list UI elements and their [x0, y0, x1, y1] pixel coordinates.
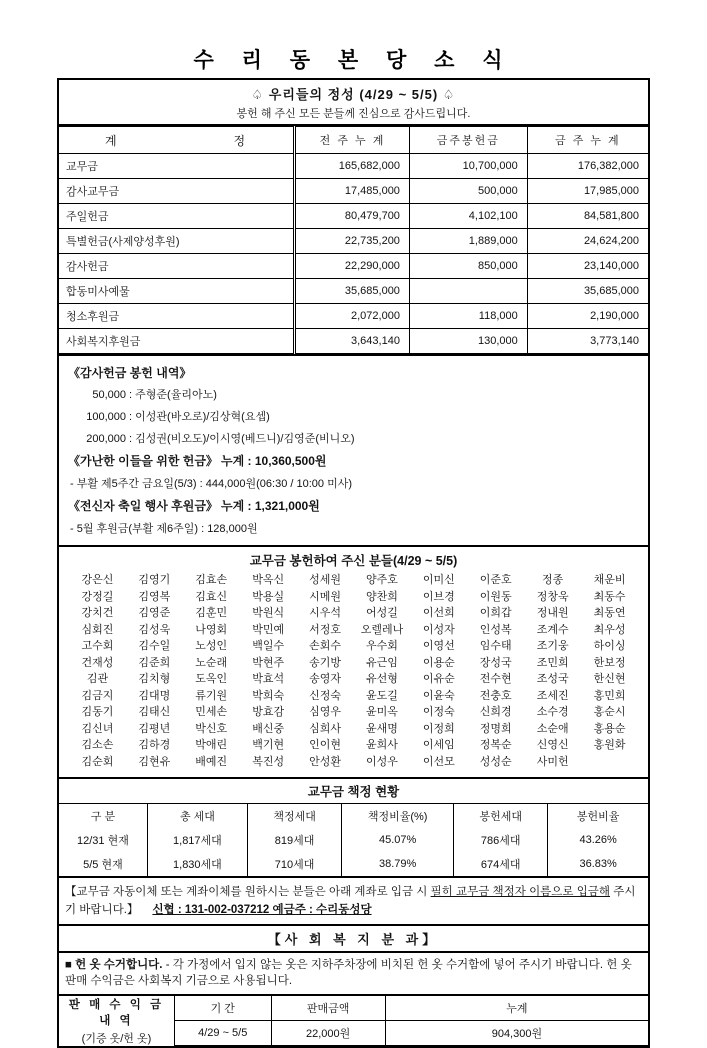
feast-fund-title: 《전신자 축일 행사 후원금》 — [68, 499, 218, 513]
row-name: 사회복지후원금 — [59, 329, 295, 354]
donor-name: 박용실 — [252, 590, 285, 603]
row-week: 130,000 — [409, 329, 527, 354]
donor-name: 정창욱 — [536, 590, 569, 603]
offering-header — [59, 80, 648, 124]
donor-name: 전수현 — [479, 673, 512, 685]
col-gubun: 구 분 — [59, 804, 147, 828]
donor-name: 강정길 — [81, 590, 114, 603]
donor-name: 심회진 — [81, 623, 114, 636]
donor-name: 김성욱 — [138, 623, 171, 636]
row-name: 청소후원금 — [59, 304, 295, 329]
donor-name: 백일수 — [252, 640, 285, 652]
donor-name: 최우성 — [593, 623, 626, 636]
sale-left-cell — [59, 995, 174, 1046]
assessment-header-row — [59, 804, 648, 828]
donor-name: 조기웅 — [536, 640, 569, 652]
offering-title: ♤ 우리들의 정성 (4/29 ~ 5/5) ♤ — [251, 87, 456, 102]
donor-name: 이선희 — [422, 607, 455, 619]
donor-name: 나영회 — [195, 623, 228, 636]
donor-name: 김태신 — [138, 706, 171, 718]
thanks-item — [68, 384, 639, 406]
col-period: 기 간 — [174, 995, 271, 1021]
thanks-item — [68, 406, 639, 428]
row-total: 24,624,200 — [527, 229, 648, 254]
thanks-sep: : — [126, 411, 136, 423]
thanks-item — [68, 428, 639, 450]
col-sale-amount: 판매금액 — [271, 995, 385, 1021]
donors-title: 교무금 봉헌하여 주신 분들(4/29 ~ 5/5) — [249, 554, 458, 568]
donor-name: 김영기 — [138, 574, 171, 586]
donor-name: 신희경 — [479, 706, 512, 718]
feast-fund-detail: - 5월 후원금(부활 제6주일) : 128,000원 — [70, 523, 258, 535]
clothes-notice — [59, 953, 648, 994]
finance-row — [59, 254, 648, 279]
row-week: 500,000 — [409, 179, 527, 204]
donor-name: 박애린 — [195, 739, 228, 751]
donors-grid — [59, 572, 648, 772]
header-account-left: 계 — [105, 133, 117, 148]
donor-name: 조민희 — [536, 656, 569, 669]
clothes-notice-rest: - 각 가정에서 입지 않는 옷은 지하주차장에 비치된 헌 옷 수거함에 넣어 주시기 바랍니다. 헌 옷 판매 수익금은 사회복지 기금으로 사용됩니다. — [65, 958, 632, 987]
donor-name: 김관 — [86, 673, 109, 685]
donor-name: 이정희 — [422, 722, 455, 735]
bank-account-info: 신협 : 131-002-037212 예금주 : 수리동성당 — [152, 903, 372, 916]
donor-name: 유근임 — [366, 656, 398, 669]
col-cumulative: 누계 — [385, 995, 648, 1021]
feast-fund-line — [68, 495, 639, 518]
donors-section — [59, 545, 648, 777]
finance-section — [59, 124, 648, 354]
donor-name: 하이싱 — [593, 640, 626, 652]
donor-name: 박신호 — [195, 722, 228, 735]
transfer-notice — [59, 876, 648, 924]
donor-name: 이선모 — [422, 755, 455, 768]
donor-name: 안성환 — [309, 755, 341, 768]
donor-name: 윤새명 — [366, 722, 398, 735]
donor-name: 최동수 — [593, 590, 626, 603]
finance-header-row — [59, 127, 648, 154]
row-total: 176,382,000 — [527, 154, 648, 179]
notice-text: 【교무금 자동이체 또는 계좌이체를 원하시는 분들은 아래 계좌로 입금 시 — [65, 885, 431, 898]
finance-header-total: 금 주 누 계 — [527, 127, 648, 154]
donor-name: 김소손 — [81, 739, 114, 751]
donor-name: 정명희 — [479, 722, 512, 735]
donor-name: 정내원 — [536, 607, 569, 619]
donor-name: 윤미옥 — [366, 706, 398, 718]
donor-name: 이성우 — [366, 755, 398, 768]
poor-fund-title: 《가난한 이들을 위한 헌금》 — [68, 454, 218, 468]
donor-name: 신영신 — [536, 739, 569, 751]
donor-name: 강은신 — [81, 574, 114, 586]
col-offered: 봉헌세대 — [454, 804, 548, 828]
donor-name: 심희사 — [309, 722, 341, 735]
finance-row — [59, 179, 648, 204]
donor-name: 노순래 — [195, 656, 228, 669]
welfare-title: 【사 회 복 지 분 과】 — [59, 926, 648, 953]
thanks-amount: 100,000 — [86, 411, 126, 423]
poor-fund-detail: - 부활 제5주간 금요일(5/3) : 444,000원(06:30 / 10:00 미사) — [70, 478, 352, 490]
donor-name: 이브경 — [422, 590, 455, 603]
thanks-names: 주형준(율리아노) — [135, 389, 217, 401]
notice-text: 주시기 바랍니다.】 — [65, 885, 636, 916]
donor-name: 인성복 — [479, 623, 512, 636]
assessment-table — [59, 804, 648, 876]
donor-name: 고수회 — [81, 640, 114, 652]
donor-name: 소수경 — [536, 706, 569, 718]
assessment-row — [59, 828, 648, 852]
donor-name: 채운비 — [593, 574, 626, 586]
finance-header-account — [59, 127, 295, 154]
row-name: 감사교무금 — [59, 179, 295, 204]
cell-period: 4/29 ~ 5/5 — [174, 1020, 271, 1046]
donor-name: 성성순 — [479, 755, 512, 768]
donor-name: 김현유 — [138, 755, 171, 768]
donor-name: 심영우 — [309, 706, 341, 718]
donor-name: 인이현 — [309, 739, 341, 751]
row-prev: 22,735,200 — [295, 229, 410, 254]
donor-name: 윤도길 — [366, 689, 398, 702]
donor-name: 홍민희 — [593, 689, 626, 702]
donor-name: 임수태 — [479, 640, 512, 652]
finance-row — [59, 154, 648, 179]
notice-underlined-text: 필히 교무금 책정자 이름으로 입금해 — [430, 885, 611, 898]
donor-name: 홍원화 — [593, 739, 626, 751]
donor-name: 시우석 — [309, 607, 341, 619]
row-name: 교무금 — [59, 154, 295, 179]
thanks-sep: : — [126, 433, 136, 445]
col-total-households: 총 세대 — [147, 804, 247, 828]
donor-name: 한신현 — [593, 673, 626, 685]
row-week: 4,102,100 — [409, 204, 527, 229]
donor-name: 도옥인 — [195, 673, 228, 685]
donor-name: 강치건 — [81, 607, 114, 619]
donor-name: 양주호 — [366, 574, 398, 586]
row-prev: 80,479,700 — [295, 204, 410, 229]
donor-name: 우수회 — [366, 640, 398, 652]
donor-name: 정복순 — [479, 739, 512, 751]
row-total: 2,190,000 — [527, 304, 648, 329]
finance-row — [59, 329, 648, 354]
col-offered-ratio: 봉헌비율 — [548, 804, 648, 828]
donor-name: 윤희사 — [366, 739, 398, 751]
donor-name: 김수일 — [138, 640, 171, 652]
sale-subtitle: (기증 옷/헌 옷) — [81, 1032, 152, 1045]
cell: 819세대 — [247, 828, 341, 852]
donor-name: 김영준 — [138, 607, 171, 619]
poor-fund-total: 누계 : 10,360,500원 — [221, 454, 327, 468]
thanks-names: 김성권(비오도)/이시영(베드니)/김영준(비니오) — [135, 433, 355, 445]
col-assessed-ratio: 책정비율(%) — [342, 804, 454, 828]
cell: 710세대 — [247, 852, 341, 876]
donor-name: 이준호 — [479, 574, 512, 586]
donor-name: 김준희 — [138, 656, 171, 669]
row-week: 118,000 — [409, 304, 527, 329]
donor-name: 이윤숙 — [422, 689, 455, 702]
donor-name: 이유순 — [422, 673, 455, 685]
donor-name: 김금지 — [81, 689, 114, 702]
clothes-notice-bold: ■ 헌 옷 수거합니다. — [65, 958, 163, 971]
row-prev: 3,643,140 — [295, 329, 410, 354]
donor-name: 방효감 — [252, 706, 285, 718]
donor-name: 어성길 — [366, 607, 398, 619]
assessment-section — [59, 777, 648, 876]
donor-name: 신정숙 — [309, 689, 341, 702]
row-prev: 17,485,000 — [295, 179, 410, 204]
donor-name: 박옥신 — [252, 574, 285, 586]
donor-name: 이세임 — [422, 739, 455, 751]
cell: 674세대 — [454, 852, 548, 876]
donor-name: 김대명 — [138, 689, 171, 702]
donor-name: 김훈민 — [195, 607, 228, 619]
feast-fund-total: 누계 : 1,321,000원 — [221, 499, 320, 513]
donor-name: 배예진 — [195, 755, 228, 768]
finance-row — [59, 279, 648, 304]
finance-table — [59, 126, 648, 354]
cell-cumulative: 904,300원 — [385, 1020, 648, 1046]
page-title: 수 리 동 본 당 소 식 — [193, 49, 514, 72]
donor-name: 박효석 — [252, 673, 285, 685]
donor-name: 박원식 — [252, 607, 285, 619]
donor-name: 김순회 — [81, 755, 114, 768]
thanks-names: 이성관(바오로)/김상혁(요셉) — [135, 411, 270, 423]
donor-name: 이성자 — [422, 623, 455, 636]
cell: 38.79% — [342, 852, 454, 876]
donor-name: 김신녀 — [81, 722, 114, 735]
cell: 786세대 — [454, 828, 548, 852]
cell: 45.07% — [342, 828, 454, 852]
donor-name: 서정호 — [309, 623, 341, 636]
row-prev: 165,682,000 — [295, 154, 410, 179]
finance-header-prev: 전 주 누 계 — [295, 127, 410, 154]
donor-name: 한보정 — [593, 656, 626, 669]
cell: 43.26% — [548, 828, 648, 852]
donor-name: 박희숙 — [252, 689, 285, 702]
donor-name: 손회수 — [309, 640, 341, 652]
donor-name: 복진성 — [252, 755, 285, 768]
welfare-section — [59, 924, 648, 1047]
donor-name: 송영자 — [309, 673, 341, 685]
row-total: 3,773,140 — [527, 329, 648, 354]
donor-name: 배신중 — [252, 722, 285, 735]
row-name: 감사헌금 — [59, 254, 295, 279]
thanks-sep: : — [126, 389, 136, 401]
assessment-row — [59, 852, 648, 876]
row-name: 합동미사예물 — [59, 279, 295, 304]
donor-name: 홍순시 — [593, 706, 626, 718]
cell: 1,817세대 — [147, 828, 247, 852]
donor-name: 김효신 — [195, 590, 228, 603]
donor-name: 홍용순 — [593, 722, 626, 735]
row-week: 850,000 — [409, 254, 527, 279]
donor-name: 이용순 — [422, 656, 455, 669]
donor-name: 이영선 — [422, 640, 455, 652]
donor-name: 조계수 — [536, 623, 569, 636]
donor-name: 김효손 — [195, 574, 228, 586]
donor-name: 오렐레나 — [360, 623, 404, 636]
donor-name: 김영복 — [138, 590, 171, 603]
assessment-title: 교무금 책정 현황 — [59, 779, 648, 804]
cell: 1,830세대 — [147, 852, 247, 876]
donor-name: 박현주 — [252, 656, 285, 669]
donor-name: 최동연 — [593, 607, 626, 619]
donor-name: 박민예 — [252, 623, 285, 636]
donor-name: 김동기 — [81, 706, 114, 718]
donor-name: 사미헌 — [536, 755, 569, 768]
row-week: 10,700,000 — [409, 154, 527, 179]
donor-name: 이미신 — [422, 574, 455, 586]
donor-name: 류기원 — [195, 689, 228, 702]
sale-header-row — [59, 995, 648, 1021]
row-total: 35,685,000 — [527, 279, 648, 304]
thanks-amount: 200,000 — [86, 433, 126, 445]
donor-name: 건재성 — [81, 656, 114, 669]
sale-table — [59, 994, 648, 1047]
donor-name: 김하경 — [138, 739, 171, 751]
row-prev: 2,072,000 — [295, 304, 410, 329]
row-total: 17,985,000 — [527, 179, 648, 204]
thanks-amount: 50,000 — [92, 389, 126, 401]
donor-name: 이희갑 — [479, 607, 512, 619]
finance-header-week: 금주봉헌금 — [409, 127, 527, 154]
donor-name: 조성국 — [536, 673, 569, 685]
finance-row — [59, 304, 648, 329]
finance-row — [59, 229, 648, 254]
donor-name: 이원동 — [479, 590, 512, 603]
row-prev: 22,290,000 — [295, 254, 410, 279]
cell-sale-amount: 22,000원 — [271, 1020, 385, 1046]
sale-title: 판 매 수 익 금 내 역 — [68, 998, 165, 1027]
donor-name: 민세손 — [195, 706, 228, 718]
finance-row — [59, 204, 648, 229]
offering-subtitle: 봉헌 해 주신 모든 분들께 진심으로 감사드립니다. — [236, 108, 471, 120]
row-total: 23,140,000 — [527, 254, 648, 279]
donor-name: 장성국 — [479, 656, 512, 669]
donor-name: 시메원 — [309, 590, 341, 603]
row-total: 84,581,800 — [527, 204, 648, 229]
row-prev: 35,685,000 — [295, 279, 410, 304]
donor-name: 조세진 — [536, 689, 569, 702]
cell: 36.83% — [548, 852, 648, 876]
donor-name: 백기현 — [252, 739, 285, 751]
cell: 5/5 현재 — [59, 852, 147, 876]
col-assessed: 책정세대 — [247, 804, 341, 828]
donor-name: 양찬희 — [366, 590, 398, 603]
bulletin-body — [57, 78, 650, 1048]
header-account-right: 정 — [233, 133, 246, 148]
donor-name: 이정숙 — [422, 706, 455, 718]
donor-name: 유선형 — [366, 673, 398, 685]
donor-name: 김평년 — [138, 722, 171, 735]
row-name: 주일헌금 — [59, 204, 295, 229]
donor-name: 전충호 — [479, 689, 512, 702]
poor-fund-line — [68, 450, 639, 473]
donor-name: 노성인 — [195, 640, 228, 652]
row-week: 1,889,000 — [409, 229, 527, 254]
cell: 12/31 현재 — [59, 828, 147, 852]
thanks-section — [59, 354, 648, 545]
donor-name: 성세원 — [309, 574, 341, 586]
donor-name: 김치형 — [138, 673, 171, 685]
donor-name: 정종 — [542, 574, 564, 586]
donor-name: 소순애 — [536, 722, 569, 735]
row-week — [409, 279, 527, 304]
thanks-title: 《감사헌금 봉헌 내역》 — [68, 366, 192, 380]
donor-name: 송기방 — [309, 656, 341, 669]
row-name: 특별헌금(사제양성후원) — [59, 229, 295, 254]
